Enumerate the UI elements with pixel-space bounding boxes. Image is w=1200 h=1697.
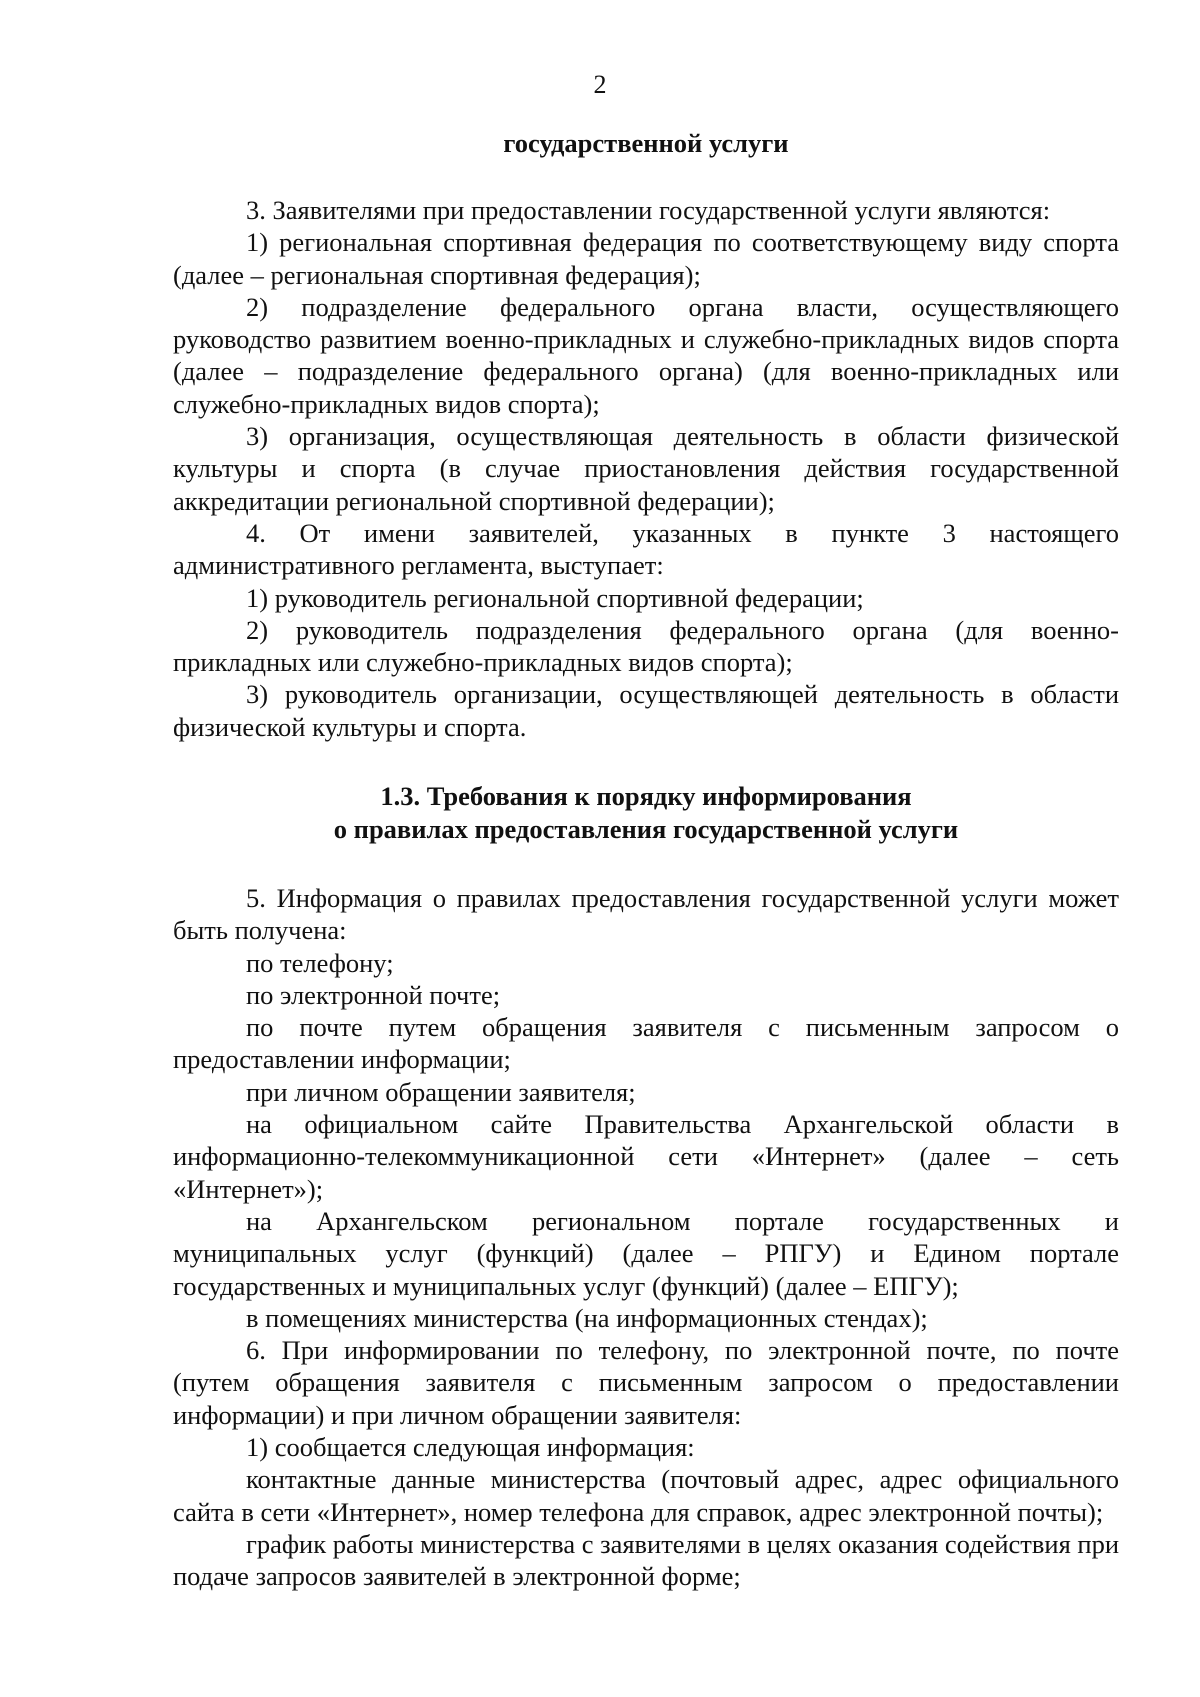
page-number: 2 bbox=[593, 70, 607, 99]
paragraph: в помещениях министерства (на информационных стендах); bbox=[246, 1302, 928, 1333]
heading-continuation: государственной услуги bbox=[503, 128, 789, 158]
paragraph: 4. От имени заявителей, указанных в пункте 3 настоящего административного регламента, выступает: bbox=[173, 517, 1119, 581]
paragraph: по телефону; bbox=[246, 947, 394, 978]
paragraph: по почте путем обращения заявителя с письменным запросом о предоставлении информации; bbox=[173, 1012, 1119, 1075]
paragraph: 3) организация, осуществляющая деятельность в области физической культуры и спорта (в случае приостановления действия государственной аккредитации региональной спортивной федерации); bbox=[173, 421, 1119, 516]
paragraph: на Архангельском региональном портале государственных и муниципальных услуг (функций) (далее – РПГУ) и Едином портале государственных и муниципальных услуг (функций) (далее – ЕПГУ); bbox=[173, 1205, 1119, 1301]
section-title-line-1: 1.3. Требования к порядку информирования bbox=[380, 781, 912, 811]
paragraph: 1) региональная спортивная федерация по соответствующему виду спорта (далее – региональная спортивная федерация); bbox=[173, 227, 1119, 290]
paragraph: 3) руководитель организации, осуществляющей деятельность в области физической культуры и спорта. bbox=[173, 679, 1119, 742]
paragraph: контактные данные министерства (почтовый адрес, адрес официального сайта в сети «Интернет», номер телефона для справок, адрес электронной почты); bbox=[173, 1464, 1119, 1527]
section-title-line-2: о правилах предоставления государственной услуги bbox=[333, 814, 959, 844]
paragraph: 6. При информировании по телефону, по электронной почте, по почте (путем обращения заявителя с письменным запросом о предоставлении информации) и при личном обращении заявителя: bbox=[173, 1335, 1119, 1430]
paragraph: при личном обращении заявителя; bbox=[246, 1076, 636, 1107]
paragraph: на официальном сайте Правительства Архангельской области в информационно-телекоммуникационной сети «Интернет» (далее – сеть «Интернет»); bbox=[173, 1109, 1119, 1204]
paragraph: 1) сообщается следующая информация: bbox=[246, 1432, 695, 1463]
section-title bbox=[173, 780, 1119, 846]
applicants-section bbox=[173, 194, 1119, 743]
paragraph: график работы министерства с заявителями в целях оказания содействия при подаче запросов заявителей в электронной форме; bbox=[173, 1528, 1119, 1592]
paragraph: 1) руководитель региональной спортивной федерации; bbox=[246, 582, 864, 613]
paragraph: 5. Информация о правилах предоставления государственной услуги может быть получена: bbox=[173, 883, 1119, 946]
paragraph: по электронной почте; bbox=[246, 979, 501, 1010]
paragraph: 2) руководитель подразделения федерального органа (для военно-прикладных или служебно-прикладных видов спорта); bbox=[173, 614, 1119, 678]
paragraph: 2) подразделение федерального органа власти, осуществляющего руководство развитием военно-прикладных и служебно-прикладных видов спорта (далее – подразделение федерального органа) (для военно-прикладных или служебно-прикладных видов спорта); bbox=[173, 291, 1119, 419]
paragraph: 3. Заявителями при предоставлении государственной услуги являются: bbox=[246, 195, 1051, 225]
informing-section bbox=[173, 882, 1119, 1593]
